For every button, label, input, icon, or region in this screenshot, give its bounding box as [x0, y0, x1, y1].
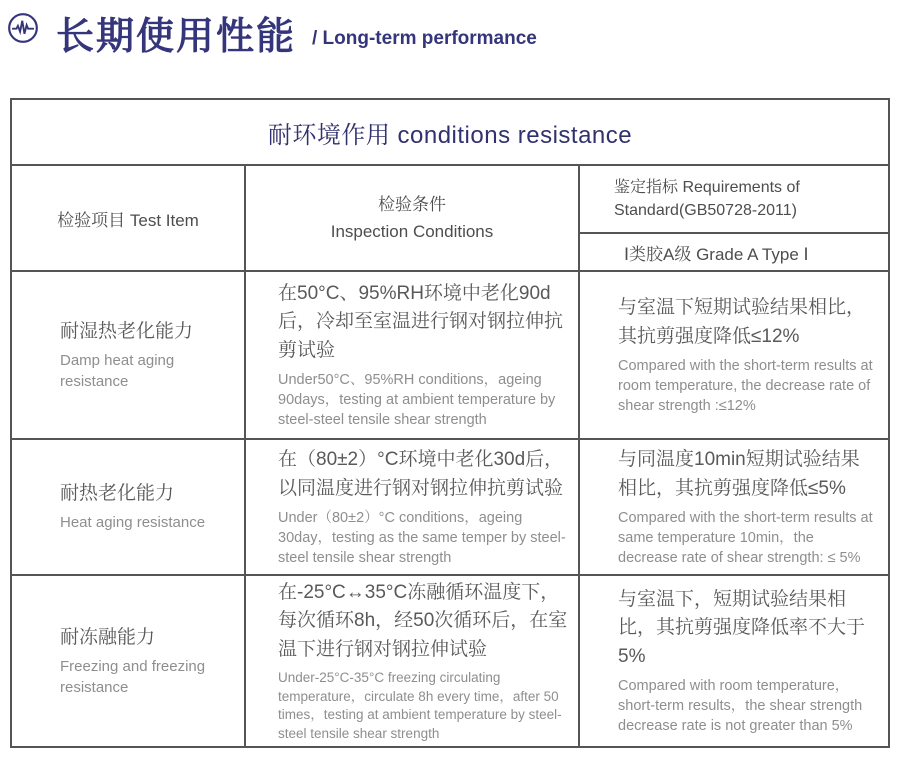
requirement-en: Compared with room temperature，short-term results，the shear strength decrease rate is not greater than 5%	[618, 678, 863, 735]
requirement-cell	[578, 576, 888, 746]
inspection-conditions-cell	[244, 440, 578, 574]
header-requirements-standard: 鉴定指标 Requirements of Standard(GB50728-2011)	[580, 166, 888, 234]
test-item-cn: 耐热老化能力	[60, 482, 175, 504]
header-grade-type: Ⅰ类胶A级 Grade A Type Ⅰ	[624, 244, 809, 264]
test-item-cell	[12, 272, 244, 438]
requirement-cell	[578, 272, 888, 438]
conditions-cn: 在（80±2）°C环境中老化30d后，以同温度进行钢对钢拉伸抗剪试验	[278, 449, 564, 499]
table-row-damp-heat-aging	[12, 270, 888, 438]
requirement-en: Compared with the short-term results at room temperature, the decrease rate of shear strength :≤12%	[618, 358, 873, 414]
header-requirements	[578, 166, 888, 270]
test-item-en: Damp heat aging resistance	[60, 352, 175, 390]
pulse-circle-icon	[7, 12, 39, 44]
test-item-cn: 耐湿热老化能力	[60, 320, 194, 342]
test-item-cell	[12, 576, 244, 746]
page-header	[0, 0, 900, 98]
table-row-heat-aging	[12, 438, 888, 574]
header-test-item: 检验项目 Test Item	[57, 210, 199, 230]
page-title: 长期使用性能	[56, 16, 297, 58]
requirement-cn: 与同温度10min短期试验结果相比，其抗剪强度降低≤5%	[618, 449, 860, 499]
header-conditions-en: Inspection Conditions	[330, 222, 494, 241]
table-title: 耐环境作用 conditions resistance	[267, 121, 633, 149]
conditions-cn: 在-25°C↔35°C冻融循环温度下，每次循环8h，经50次循环后，在室温下进行钢对钢拉伸试验	[278, 581, 568, 660]
requirement-cn: 与室温下，短期试验结果相比，其抗剪强度降低率不大于5%	[618, 588, 866, 667]
inspection-conditions-cell	[244, 576, 578, 746]
conditions-cn: 在50°C、95%RH环境中老化90d后，冷却至室温进行钢对钢拉伸抗剪试验	[278, 282, 564, 361]
test-item-cn: 耐冻融能力	[60, 626, 156, 648]
test-item-cell	[12, 440, 244, 574]
inspection-conditions-cell	[244, 272, 578, 438]
conditions-en: Under-25°C-35°C freezing circulating temperature，circulate 8h every time，after 50 times，testing at ambient temperature by steel-steel tensile shear strength	[278, 670, 562, 741]
requirement-cell	[578, 440, 888, 574]
conditions-resistance-table	[10, 98, 890, 748]
header-inspection-conditions	[244, 166, 578, 270]
header-conditions-cn: 检验条件	[378, 194, 446, 214]
conditions-en: Under（80±2）°C conditions，ageing 30day，testing as the same temper by steel-steel tensile shear strength	[278, 510, 566, 566]
page-subtitle: / Long-term performance	[312, 28, 537, 49]
test-item-en: Heat aging resistance	[60, 514, 206, 532]
table-row-freezing-resistance	[12, 574, 888, 746]
requirement-cn: 与室温下短期试验结果相比，其抗剪强度降低≤12%	[618, 297, 866, 347]
table-header-row	[12, 164, 888, 270]
test-item-en: Freezing and freezing resistance	[60, 658, 206, 696]
conditions-en: Under50°C、95%RH conditions，ageing 90days，testing at ambient temperature by steel-steel tensile shear strength	[278, 372, 556, 429]
requirement-en: Compared with the short-term results at same temperature 10min，the decrease rate of shear strength: ≤ 5%	[618, 510, 873, 566]
